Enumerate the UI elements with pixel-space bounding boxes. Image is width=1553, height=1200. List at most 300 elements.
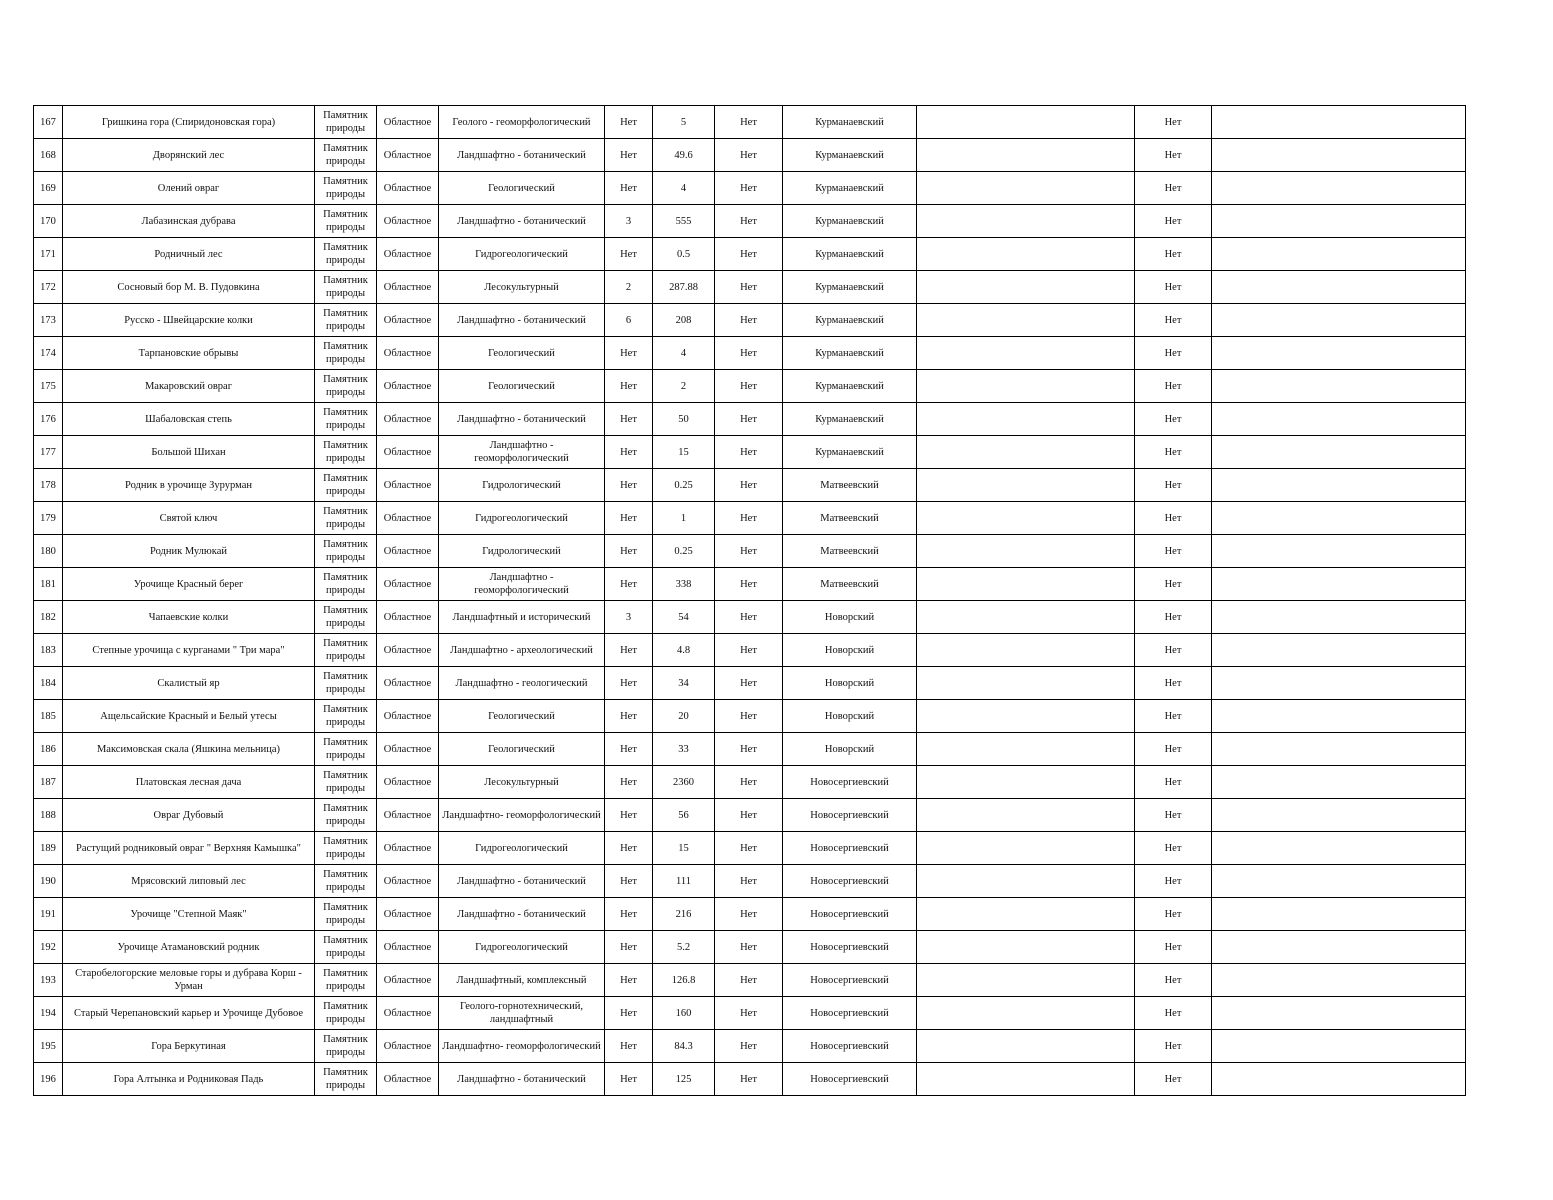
object-name-cell: Урочище Красный берег (63, 568, 315, 601)
object-name-cell: Старобелогорские меловые горы и дубрава Корш - Урман (63, 964, 315, 997)
district-cell: Новорский (783, 634, 917, 667)
cluster-count-cell: Нет (605, 370, 653, 403)
row-number-cell: 187 (34, 766, 63, 799)
district-cell: Новосергиевский (783, 964, 917, 997)
federal-status-cell: Нет (1135, 535, 1212, 568)
protection-zone-cell: Нет (715, 106, 783, 139)
extra-cell (1212, 733, 1466, 766)
federal-status-cell: Нет (1135, 1030, 1212, 1063)
notes-cell (917, 469, 1135, 502)
area-cell: 54 (653, 601, 715, 634)
row-number-cell: 169 (34, 172, 63, 205)
protection-zone-cell: Нет (715, 304, 783, 337)
row-number-cell: 170 (34, 205, 63, 238)
object-name-cell: Родник в урочище Зурурман (63, 469, 315, 502)
cluster-count-cell: 3 (605, 205, 653, 238)
protection-zone-cell: Нет (715, 1063, 783, 1096)
notes-cell (917, 964, 1135, 997)
significance-cell: Областное (377, 964, 439, 997)
significance-cell: Областное (377, 502, 439, 535)
category-cell: Памятник природы (315, 337, 377, 370)
table-row (34, 139, 1466, 172)
row-number-cell: 196 (34, 1063, 63, 1096)
area-cell: 126.8 (653, 964, 715, 997)
notes-cell (917, 436, 1135, 469)
protection-zone-cell: Нет (715, 403, 783, 436)
cluster-count-cell: Нет (605, 502, 653, 535)
object-name-cell: Степные урочища с курганами " Три мара" (63, 634, 315, 667)
table-row (34, 832, 1466, 865)
category-cell: Памятник природы (315, 304, 377, 337)
protection-zone-cell: Нет (715, 832, 783, 865)
protection-zone-cell: Нет (715, 1030, 783, 1063)
category-cell: Памятник природы (315, 898, 377, 931)
notes-cell (917, 568, 1135, 601)
protection-zone-cell: Нет (715, 172, 783, 205)
profile-cell: Геологический (439, 700, 605, 733)
significance-cell: Областное (377, 304, 439, 337)
table-row (34, 304, 1466, 337)
object-name-cell: Растущий родниковый овраг " Верхняя Камышка" (63, 832, 315, 865)
extra-cell (1212, 271, 1466, 304)
district-cell: Курманаевский (783, 337, 917, 370)
district-cell: Новосергиевский (783, 799, 917, 832)
notes-cell (917, 667, 1135, 700)
object-name-cell: Чапаевские колки (63, 601, 315, 634)
federal-status-cell: Нет (1135, 766, 1212, 799)
area-cell: 287.88 (653, 271, 715, 304)
notes-cell (917, 700, 1135, 733)
profile-cell: Ландшафтно - ботанический (439, 403, 605, 436)
significance-cell: Областное (377, 469, 439, 502)
profile-cell: Гидрогеологический (439, 502, 605, 535)
significance-cell: Областное (377, 337, 439, 370)
cluster-count-cell: Нет (605, 667, 653, 700)
federal-status-cell: Нет (1135, 502, 1212, 535)
category-cell: Памятник природы (315, 502, 377, 535)
table-row (34, 370, 1466, 403)
notes-cell (917, 634, 1135, 667)
table-row (34, 238, 1466, 271)
category-cell: Памятник природы (315, 634, 377, 667)
object-name-cell: Родник Мулюкай (63, 535, 315, 568)
table-row (34, 964, 1466, 997)
protection-zone-cell: Нет (715, 898, 783, 931)
cluster-count-cell: Нет (605, 733, 653, 766)
row-number-cell: 177 (34, 436, 63, 469)
district-cell: Матвеевский (783, 568, 917, 601)
extra-cell (1212, 205, 1466, 238)
notes-cell (917, 106, 1135, 139)
object-name-cell: Макаровский овраг (63, 370, 315, 403)
table-row (34, 700, 1466, 733)
row-number-cell: 192 (34, 931, 63, 964)
table-row (34, 865, 1466, 898)
area-cell: 0.5 (653, 238, 715, 271)
row-number-cell: 183 (34, 634, 63, 667)
cluster-count-cell: Нет (605, 106, 653, 139)
protection-zone-cell: Нет (715, 502, 783, 535)
district-cell: Матвеевский (783, 502, 917, 535)
significance-cell: Областное (377, 1030, 439, 1063)
area-cell: 56 (653, 799, 715, 832)
profile-cell: Ландшафтно - геоморфологический (439, 436, 605, 469)
profile-cell: Геологический (439, 733, 605, 766)
object-name-cell: Большой Шихан (63, 436, 315, 469)
notes-cell (917, 139, 1135, 172)
object-name-cell: Овраг Дубовый (63, 799, 315, 832)
object-name-cell: Скалистый яр (63, 667, 315, 700)
extra-cell (1212, 403, 1466, 436)
row-number-cell: 186 (34, 733, 63, 766)
federal-status-cell: Нет (1135, 865, 1212, 898)
category-cell: Памятник природы (315, 172, 377, 205)
significance-cell: Областное (377, 700, 439, 733)
federal-status-cell: Нет (1135, 436, 1212, 469)
extra-cell (1212, 370, 1466, 403)
extra-cell (1212, 700, 1466, 733)
profile-cell: Гидрологический (439, 535, 605, 568)
cluster-count-cell: Нет (605, 139, 653, 172)
profile-cell: Ландшафтно- геоморфологический (439, 799, 605, 832)
protection-zone-cell: Нет (715, 535, 783, 568)
row-number-cell: 175 (34, 370, 63, 403)
table-row (34, 535, 1466, 568)
row-number-cell: 167 (34, 106, 63, 139)
profile-cell: Гидрогеологический (439, 832, 605, 865)
notes-cell (917, 337, 1135, 370)
cluster-count-cell: Нет (605, 964, 653, 997)
significance-cell: Областное (377, 205, 439, 238)
extra-cell (1212, 601, 1466, 634)
notes-cell (917, 205, 1135, 238)
table-row (34, 931, 1466, 964)
table-row (34, 403, 1466, 436)
federal-status-cell: Нет (1135, 304, 1212, 337)
cluster-count-cell: Нет (605, 997, 653, 1030)
area-cell: 0.25 (653, 535, 715, 568)
significance-cell: Областное (377, 238, 439, 271)
profile-cell: Геолого-горнотехнический, ландшафтный (439, 997, 605, 1030)
profile-cell: Ландшафтный, комплексный (439, 964, 605, 997)
area-cell: 4 (653, 172, 715, 205)
cluster-count-cell: Нет (605, 238, 653, 271)
district-cell: Новосергиевский (783, 832, 917, 865)
federal-status-cell: Нет (1135, 832, 1212, 865)
row-number-cell: 190 (34, 865, 63, 898)
profile-cell: Ландшафтно - геологический (439, 667, 605, 700)
profile-cell: Ландшафтно - ботанический (439, 139, 605, 172)
table-row (34, 568, 1466, 601)
category-cell: Памятник природы (315, 964, 377, 997)
row-number-cell: 195 (34, 1030, 63, 1063)
object-name-cell: Мрясовский липовый лес (63, 865, 315, 898)
federal-status-cell: Нет (1135, 172, 1212, 205)
cluster-count-cell: Нет (605, 403, 653, 436)
notes-cell (917, 601, 1135, 634)
area-cell: 208 (653, 304, 715, 337)
extra-cell (1212, 1030, 1466, 1063)
district-cell: Курманаевский (783, 139, 917, 172)
extra-cell (1212, 304, 1466, 337)
row-number-cell: 194 (34, 997, 63, 1030)
category-cell: Памятник природы (315, 832, 377, 865)
significance-cell: Областное (377, 139, 439, 172)
significance-cell: Областное (377, 172, 439, 205)
extra-cell (1212, 865, 1466, 898)
extra-cell (1212, 502, 1466, 535)
category-cell: Памятник природы (315, 601, 377, 634)
object-name-cell: Родничный лес (63, 238, 315, 271)
row-number-cell: 182 (34, 601, 63, 634)
district-cell: Курманаевский (783, 436, 917, 469)
table-row (34, 271, 1466, 304)
object-name-cell: Урочище Атамановский родник (63, 931, 315, 964)
area-cell: 20 (653, 700, 715, 733)
cluster-count-cell: Нет (605, 832, 653, 865)
area-cell: 4 (653, 337, 715, 370)
notes-cell (917, 1063, 1135, 1096)
federal-status-cell: Нет (1135, 898, 1212, 931)
category-cell: Памятник природы (315, 370, 377, 403)
profile-cell: Гидрологический (439, 469, 605, 502)
profile-cell: Ландшафтно - ботанический (439, 865, 605, 898)
cluster-count-cell: Нет (605, 535, 653, 568)
notes-cell (917, 403, 1135, 436)
notes-cell (917, 898, 1135, 931)
district-cell: Новорский (783, 667, 917, 700)
category-cell: Памятник природы (315, 568, 377, 601)
row-number-cell: 185 (34, 700, 63, 733)
profile-cell: Ландшафтно - ботанический (439, 205, 605, 238)
protection-zone-cell: Нет (715, 568, 783, 601)
protection-zone-cell: Нет (715, 601, 783, 634)
category-cell: Памятник природы (315, 733, 377, 766)
federal-status-cell: Нет (1135, 931, 1212, 964)
table-row (34, 106, 1466, 139)
district-cell: Курманаевский (783, 106, 917, 139)
area-cell: 5 (653, 106, 715, 139)
federal-status-cell: Нет (1135, 205, 1212, 238)
object-name-cell: Лабазинская дубрава (63, 205, 315, 238)
federal-status-cell: Нет (1135, 106, 1212, 139)
area-cell: 160 (653, 997, 715, 1030)
cluster-count-cell: 6 (605, 304, 653, 337)
profile-cell: Лесокультурный (439, 766, 605, 799)
object-name-cell: Гришкина гора (Спиридоновская гора) (63, 106, 315, 139)
extra-cell (1212, 997, 1466, 1030)
extra-cell (1212, 931, 1466, 964)
district-cell: Новорский (783, 700, 917, 733)
object-name-cell: Тарпановские обрывы (63, 337, 315, 370)
protection-zone-cell: Нет (715, 469, 783, 502)
table-row (34, 502, 1466, 535)
notes-cell (917, 832, 1135, 865)
category-cell: Памятник природы (315, 1063, 377, 1096)
area-cell: 15 (653, 832, 715, 865)
district-cell: Курманаевский (783, 370, 917, 403)
object-name-cell: Гора Беркутиная (63, 1030, 315, 1063)
district-cell: Новосергиевский (783, 931, 917, 964)
cluster-count-cell: Нет (605, 700, 653, 733)
extra-cell (1212, 139, 1466, 172)
category-cell: Памятник природы (315, 535, 377, 568)
protection-zone-cell: Нет (715, 700, 783, 733)
area-cell: 4.8 (653, 634, 715, 667)
object-name-cell: Шабаловская степь (63, 403, 315, 436)
notes-cell (917, 238, 1135, 271)
significance-cell: Областное (377, 568, 439, 601)
area-cell: 0.25 (653, 469, 715, 502)
table-row (34, 436, 1466, 469)
area-cell: 34 (653, 667, 715, 700)
profile-cell: Гидрогеологический (439, 931, 605, 964)
significance-cell: Областное (377, 403, 439, 436)
profile-cell: Гидрогеологический (439, 238, 605, 271)
profile-cell: Ландшафтно - геоморфологический (439, 568, 605, 601)
cluster-count-cell: Нет (605, 172, 653, 205)
significance-cell: Областное (377, 898, 439, 931)
district-cell: Курманаевский (783, 304, 917, 337)
object-name-cell: Олений овраг (63, 172, 315, 205)
notes-cell (917, 370, 1135, 403)
federal-status-cell: Нет (1135, 238, 1212, 271)
extra-cell (1212, 1063, 1466, 1096)
notes-cell (917, 535, 1135, 568)
cluster-count-cell: 2 (605, 271, 653, 304)
area-cell: 49.6 (653, 139, 715, 172)
protection-zone-cell: Нет (715, 865, 783, 898)
area-cell: 84.3 (653, 1030, 715, 1063)
object-name-cell: Святой ключ (63, 502, 315, 535)
federal-status-cell: Нет (1135, 403, 1212, 436)
row-number-cell: 172 (34, 271, 63, 304)
federal-status-cell: Нет (1135, 601, 1212, 634)
cluster-count-cell: Нет (605, 766, 653, 799)
extra-cell (1212, 436, 1466, 469)
area-cell: 2360 (653, 766, 715, 799)
federal-status-cell: Нет (1135, 370, 1212, 403)
cluster-count-cell: Нет (605, 931, 653, 964)
category-cell: Памятник природы (315, 271, 377, 304)
district-cell: Новосергиевский (783, 1063, 917, 1096)
row-number-cell: 176 (34, 403, 63, 436)
district-cell: Новосергиевский (783, 865, 917, 898)
federal-status-cell: Нет (1135, 1063, 1212, 1096)
cluster-count-cell: Нет (605, 634, 653, 667)
profile-cell: Ландшафтно - ботанический (439, 898, 605, 931)
table-row (34, 766, 1466, 799)
cluster-count-cell: Нет (605, 898, 653, 931)
profile-cell: Ландшафтно - археологический (439, 634, 605, 667)
district-cell: Новосергиевский (783, 1030, 917, 1063)
object-name-cell: Сосновый бор М. В. Пудовкина (63, 271, 315, 304)
area-cell: 1 (653, 502, 715, 535)
district-cell: Матвеевский (783, 535, 917, 568)
row-number-cell: 168 (34, 139, 63, 172)
extra-cell (1212, 832, 1466, 865)
object-name-cell: Ащельсайские Красный и Белый утесы (63, 700, 315, 733)
notes-cell (917, 931, 1135, 964)
district-cell: Матвеевский (783, 469, 917, 502)
significance-cell: Областное (377, 634, 439, 667)
federal-status-cell: Нет (1135, 271, 1212, 304)
table-row (34, 898, 1466, 931)
protection-zone-cell: Нет (715, 238, 783, 271)
table-row (34, 205, 1466, 238)
table-row (34, 601, 1466, 634)
category-cell: Памятник природы (315, 667, 377, 700)
cluster-count-cell: 3 (605, 601, 653, 634)
significance-cell: Областное (377, 271, 439, 304)
protection-zone-cell: Нет (715, 964, 783, 997)
protection-zone-cell: Нет (715, 337, 783, 370)
protection-zone-cell: Нет (715, 634, 783, 667)
federal-status-cell: Нет (1135, 667, 1212, 700)
category-cell: Памятник природы (315, 1030, 377, 1063)
notes-cell (917, 502, 1135, 535)
protection-zone-cell: Нет (715, 139, 783, 172)
notes-cell (917, 1030, 1135, 1063)
category-cell: Памятник природы (315, 700, 377, 733)
profile-cell: Ландшафтно - ботанический (439, 1063, 605, 1096)
area-cell: 555 (653, 205, 715, 238)
notes-cell (917, 766, 1135, 799)
category-cell: Памятник природы (315, 799, 377, 832)
significance-cell: Областное (377, 667, 439, 700)
protection-zone-cell: Нет (715, 205, 783, 238)
category-cell: Памятник природы (315, 139, 377, 172)
notes-cell (917, 799, 1135, 832)
row-number-cell: 174 (34, 337, 63, 370)
protected-areas-table (33, 105, 1466, 1096)
district-cell: Курманаевский (783, 238, 917, 271)
area-cell: 5.2 (653, 931, 715, 964)
cluster-count-cell: Нет (605, 865, 653, 898)
extra-cell (1212, 172, 1466, 205)
extra-cell (1212, 667, 1466, 700)
cluster-count-cell: Нет (605, 436, 653, 469)
district-cell: Курманаевский (783, 403, 917, 436)
notes-cell (917, 997, 1135, 1030)
protection-zone-cell: Нет (715, 733, 783, 766)
category-cell: Памятник природы (315, 865, 377, 898)
table-row (34, 667, 1466, 700)
notes-cell (917, 271, 1135, 304)
object-name-cell: Старый Черепановский карьер и Урочище Дубовое (63, 997, 315, 1030)
profile-cell: Геологический (439, 172, 605, 205)
area-cell: 338 (653, 568, 715, 601)
row-number-cell: 184 (34, 667, 63, 700)
extra-cell (1212, 634, 1466, 667)
notes-cell (917, 304, 1135, 337)
protection-zone-cell: Нет (715, 667, 783, 700)
extra-cell (1212, 238, 1466, 271)
area-cell: 2 (653, 370, 715, 403)
object-name-cell: Максимовская скала (Яшкина мельница) (63, 733, 315, 766)
notes-cell (917, 733, 1135, 766)
district-cell: Новорский (783, 601, 917, 634)
protection-zone-cell: Нет (715, 766, 783, 799)
notes-cell (917, 172, 1135, 205)
federal-status-cell: Нет (1135, 568, 1212, 601)
area-cell: 125 (653, 1063, 715, 1096)
profile-cell: Ландшафтно - ботанический (439, 304, 605, 337)
federal-status-cell: Нет (1135, 139, 1212, 172)
protection-zone-cell: Нет (715, 799, 783, 832)
significance-cell: Областное (377, 931, 439, 964)
profile-cell: Лесокультурный (439, 271, 605, 304)
